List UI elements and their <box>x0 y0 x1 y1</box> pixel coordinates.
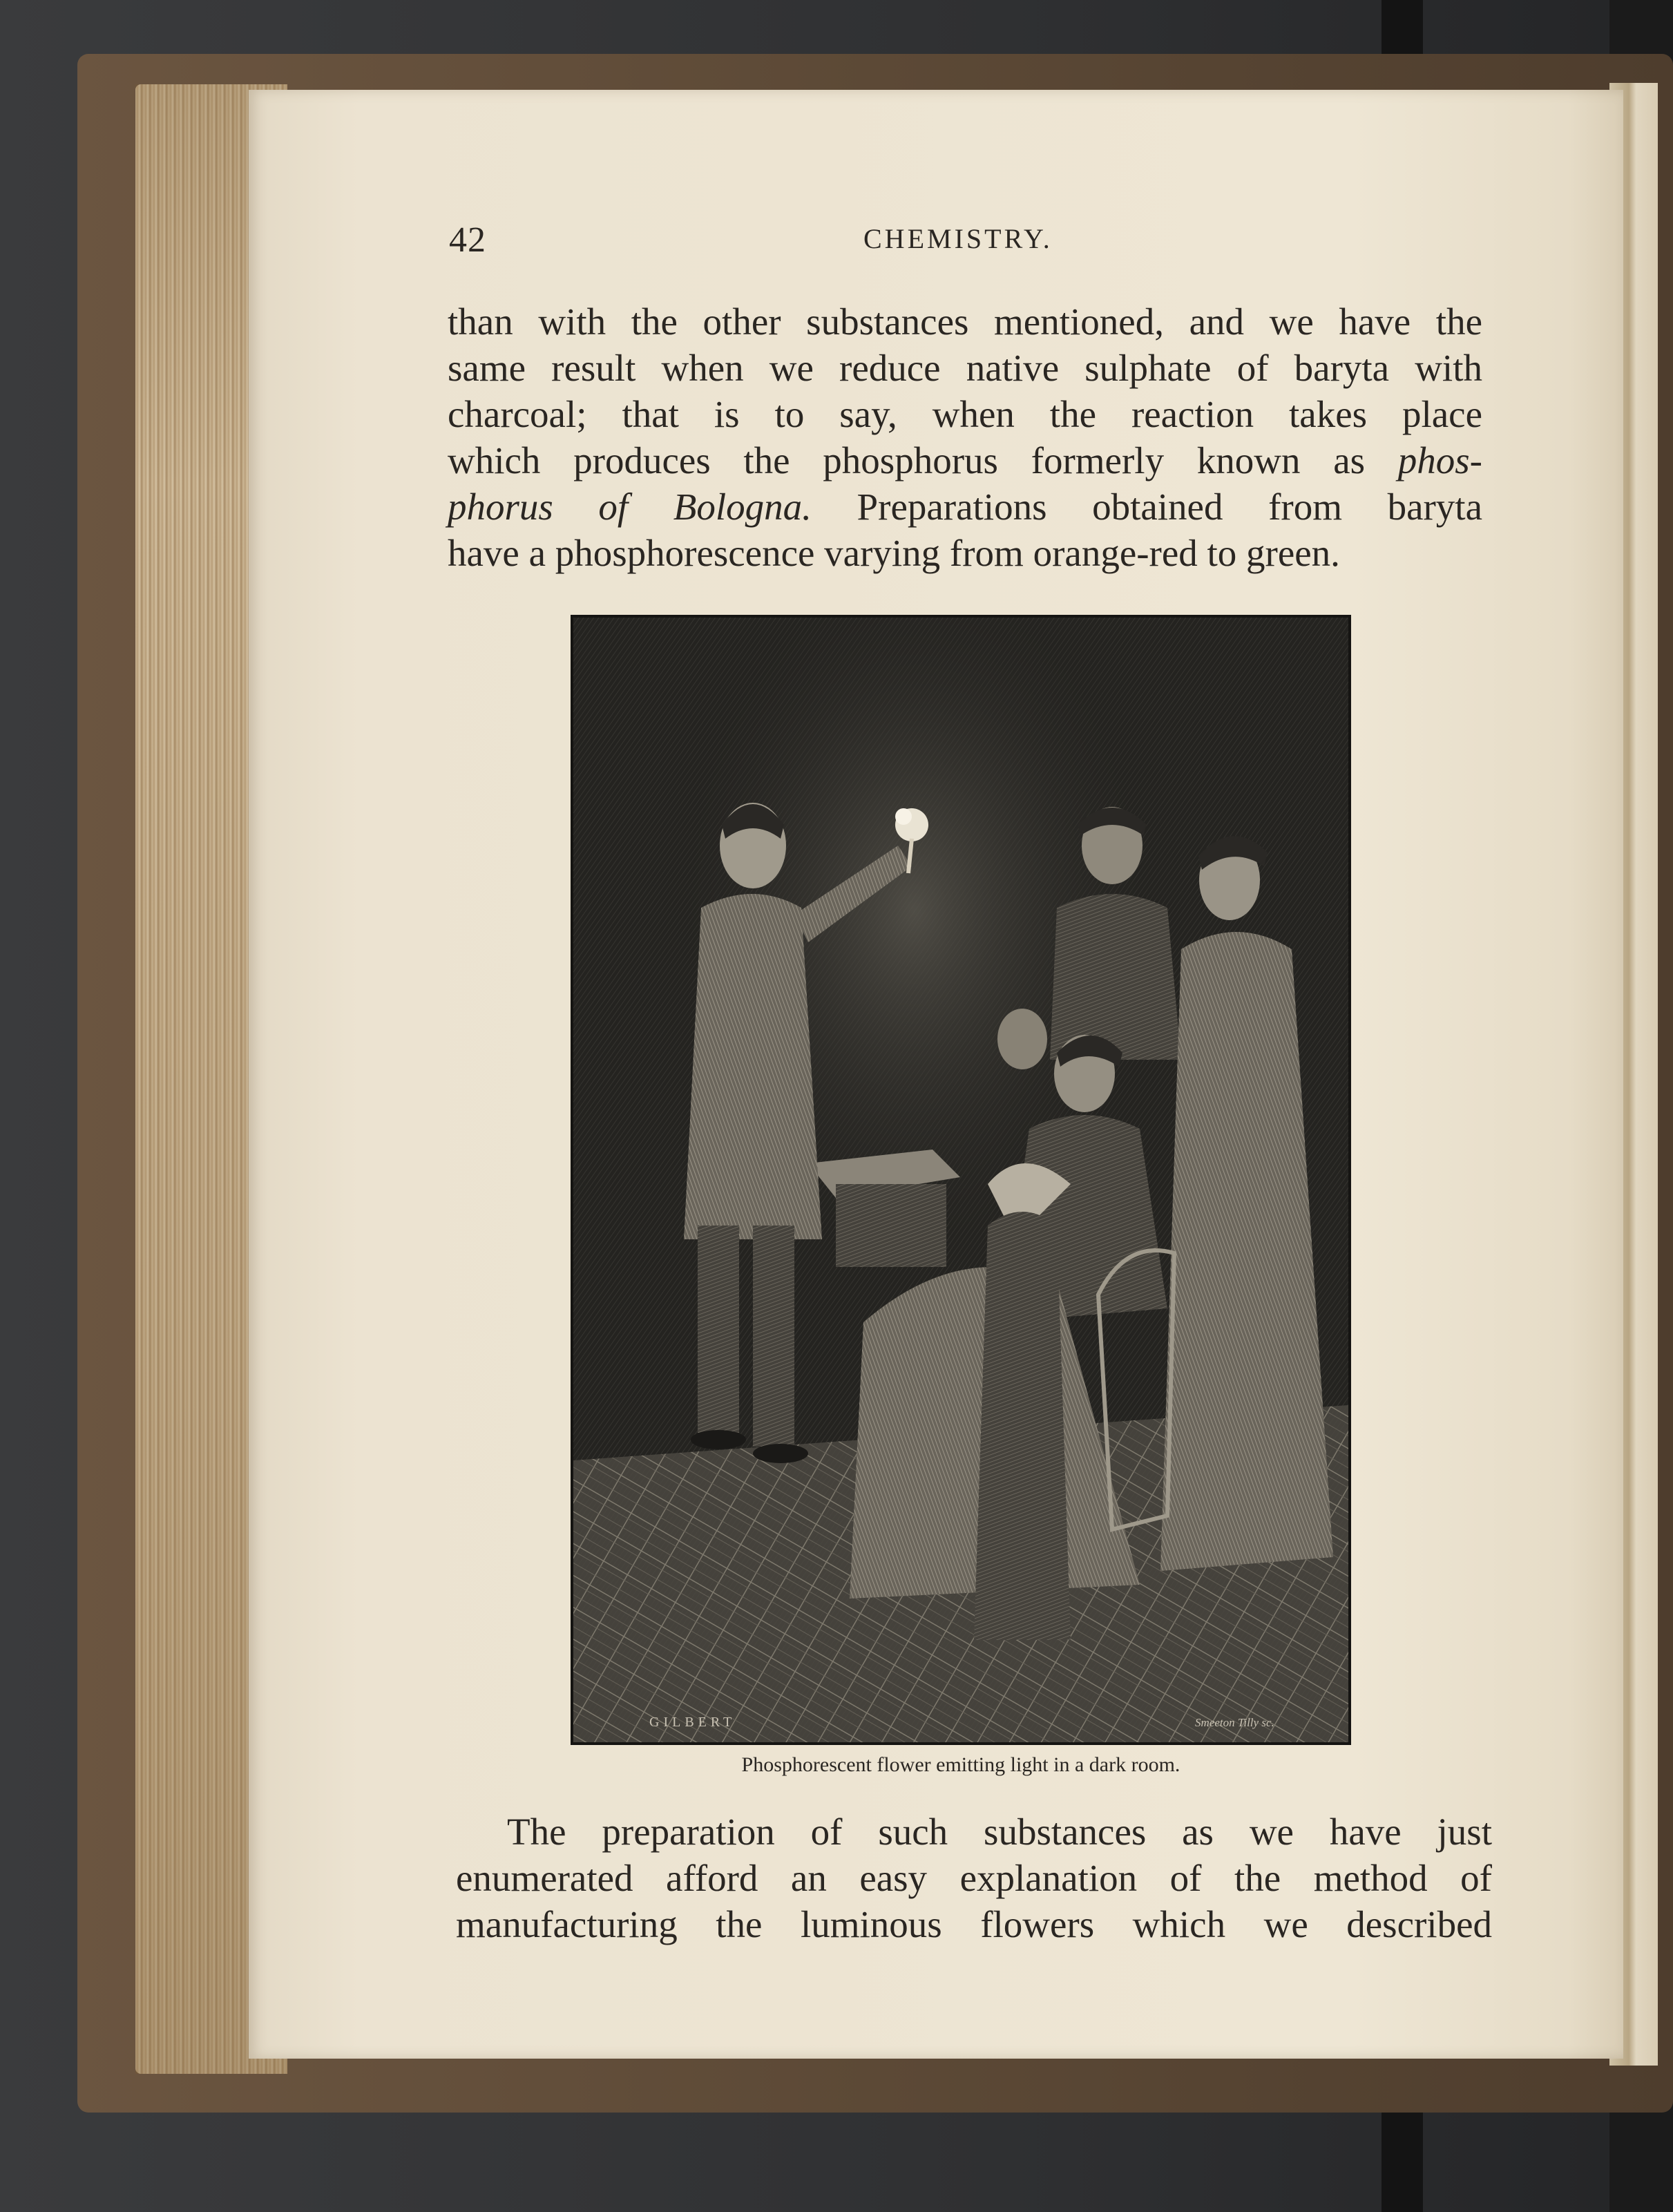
paragraph-2-line: enumerated afford an easy explanation of the method of <box>456 1857 1492 1899</box>
paragraph-1-line: than with the other substances mentioned, and we have the <box>448 301 1482 343</box>
paragraph-2 <box>456 1809 1492 1947</box>
paragraph-1-line: charcoal; that is to say, when the reaction takes place <box>448 393 1482 435</box>
paragraph-1-line: have a phosphorescence varying from orange-red to green. <box>448 532 1340 574</box>
page-number: 42 <box>449 220 486 260</box>
engraving-svg <box>573 618 1348 1742</box>
italic-text: phorus of Bologna. <box>448 486 812 528</box>
paragraph-1 <box>448 298 1482 576</box>
line-text: which produces the phosphorus formerly known as <box>448 439 1366 482</box>
table-body <box>836 1184 946 1267</box>
paragraph-2-line: The preparation of such substances as we have just <box>507 1811 1492 1853</box>
paragraph-1-line <box>448 484 1482 530</box>
paragraph-2-line: manufacturing the luminous flowers which we described <box>456 1903 1492 1945</box>
line-text: Preparations obtained from baryta <box>857 486 1483 528</box>
signature-right: Smeeton Tilly sc. <box>1195 1716 1274 1729</box>
italic-text: phos- <box>1397 439 1482 482</box>
running-head: CHEMISTRY. <box>863 223 1053 254</box>
paragraph-1-line: same result when we reduce native sulphate of baryta with <box>448 347 1482 389</box>
paragraph-1-line <box>448 437 1482 484</box>
figure-caption: Phosphorescent flower emitting light in a dark room. <box>741 1753 1180 1776</box>
engraving-illustration <box>571 615 1351 1745</box>
signature-left: GILBERT <box>649 1715 736 1730</box>
